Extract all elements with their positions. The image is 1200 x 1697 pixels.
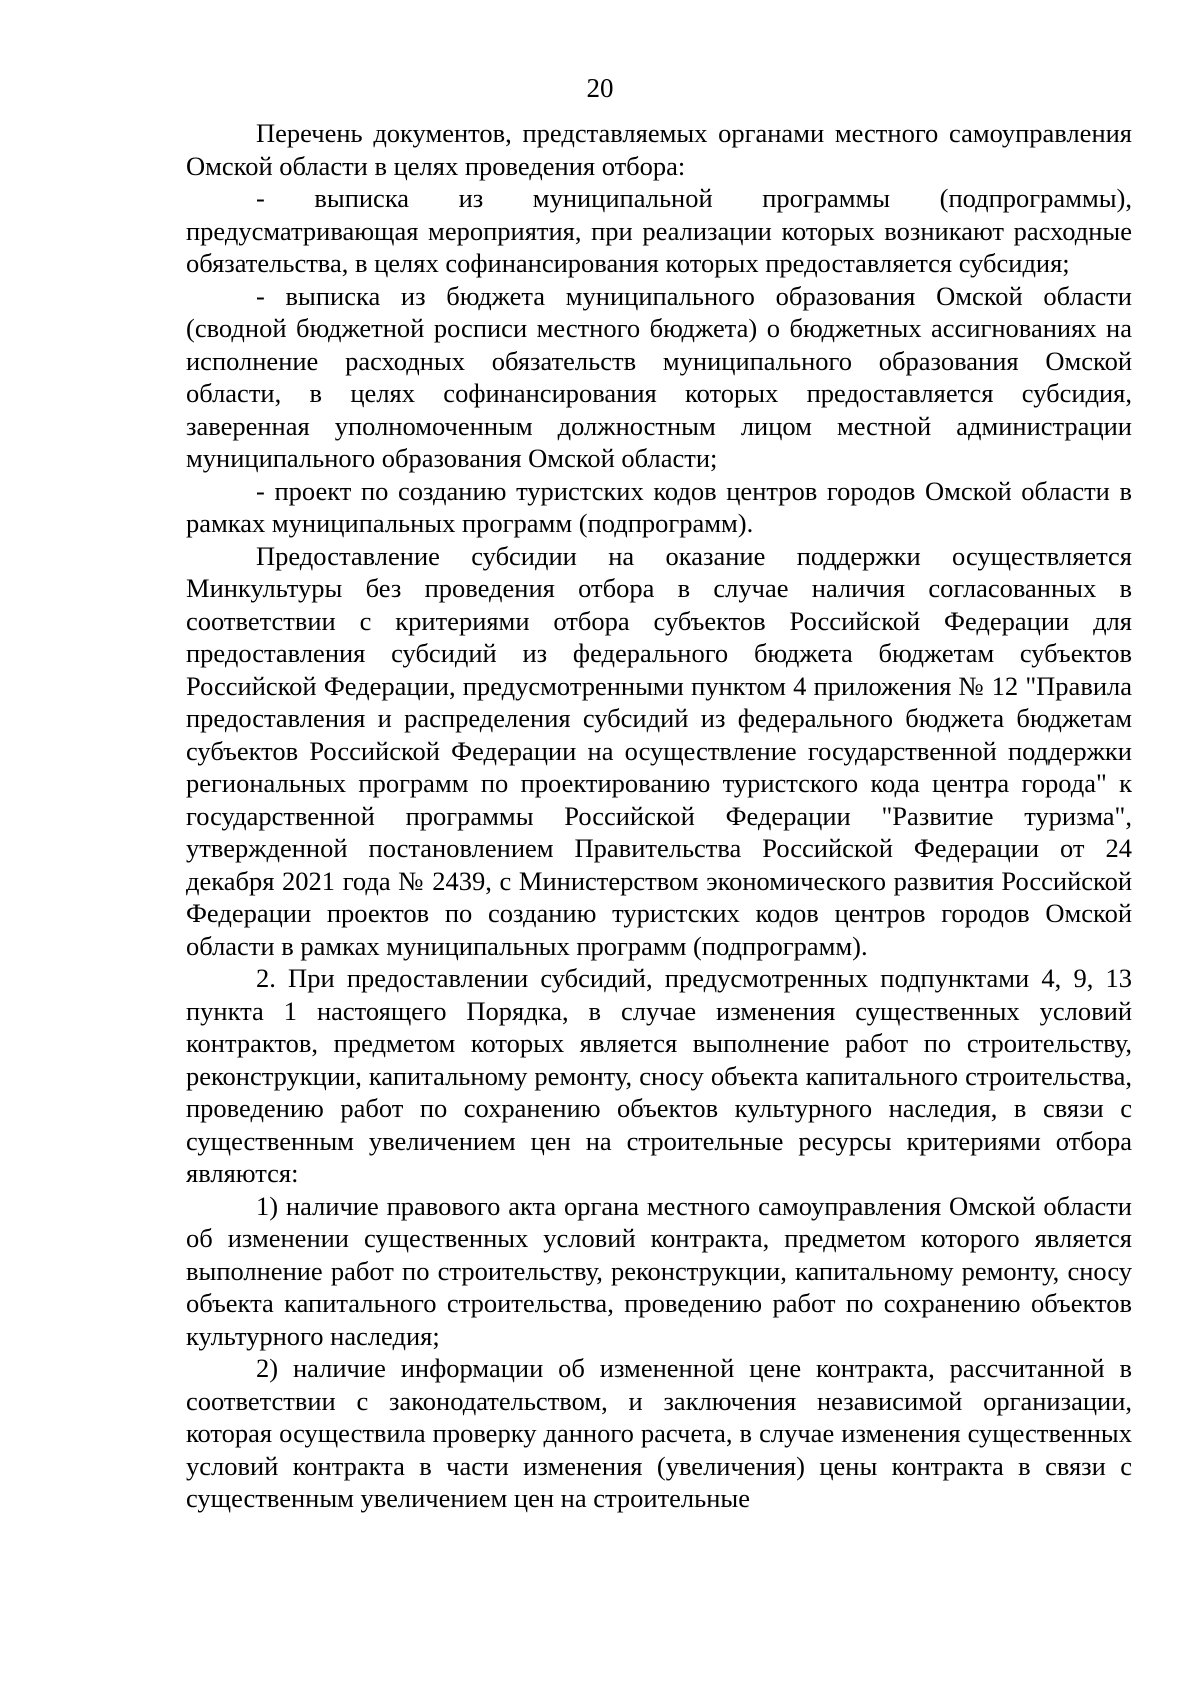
paragraph-item-2: 2. При предоставлении субсидий, предусмотренных подпунктами 4, 9, 13 пункта 1 настоящего Порядка, в случае изменения существенных условий контрактов, предметом которых является выполнение работ по строительству, реконструкции, капитальному ремонту, сносу объекта капитального строительства, проведению работ по сохранению объектов культурного наследия, в связи с существенным увеличением цен на строительные ресурсы критериями отбора являются:	[186, 963, 1132, 1188]
paragraph-criterion-1: 1) наличие правового акта органа местного самоуправления Омской области об изменении существенных условий контракта, предметом которого является выполнение работ по строительству, реконструкции, капитальному ремонту, сносу объекта капитального строительства, проведению работ по сохранению объектов культурного наследия;	[186, 1190, 1132, 1351]
paragraph-criterion-2: 2) наличие информации об измененной цене контракта, рассчитанной в соответствии с законодательством, и заключения независимой организации, которая осуществила проверку данного расчета, в случае изменения существенных условий контракта в части изменения (увеличения) цены контракта в связи с существенным увеличением цен на строительные	[186, 1353, 1132, 1513]
page-number: 20	[586, 73, 614, 103]
paragraph-program-extract: - выписка из муниципальной программы (подпрограммы), предусматривающая мероприятия, при реализации которых возникают расходные обязательства, в целях софинансирования которых предоставляется субсидия;	[186, 183, 1132, 278]
paragraph-subsidy-without-selection: Предоставление субсидии на оказание поддержки осуществляется Минкультуры без проведения отбора в случае наличия согласованных в соответствии с критериями отбора субъектов Российской Федерации для предоставления субсидий из федерального бюджета бюджетам субъектов Российской Федерации, предусмотренными пунктом 4 приложения № 12 "Правила предоставления и распределения субсидий из федерального бюджета бюджетам субъектов Российской Федерации на осуществление государственной поддержки региональных программ по проектированию туристского кода центра города" к государственной программы Российской Федерации "Развитие туризма", утвержденной постановлением Правительства Российской Федерации от 24 декабря 2021 года № 2439, с Министерством экономического развития Российской Федерации проектов по созданию туристских кодов центров городов Омской области в рамках муниципальных программ (подпрограмм).	[186, 540, 1132, 961]
paragraph-budget-extract: - выписка из бюджета муниципального образования Омской области (сводной бюджетной росписи местного бюджета) о бюджетных ассигнованиях на исполнение расходных обязательств муниципального образования Омской области, в целях софинансирования которых предоставляется субсидия, заверенная уполномоченным должностным лицом местной администрации муниципального образования Омской области;	[186, 280, 1132, 473]
paragraph-tourist-code-project: - проект по созданию туристских кодов центров городов Омской области в рамках муниципальных программ (подпрограмм).	[186, 475, 1132, 538]
document-body	[186, 117, 1132, 1515]
paragraph-documents-list-intro: Перечень документов, представляемых органами местного самоуправления Омской области в целях проведения отбора:	[186, 118, 1132, 181]
